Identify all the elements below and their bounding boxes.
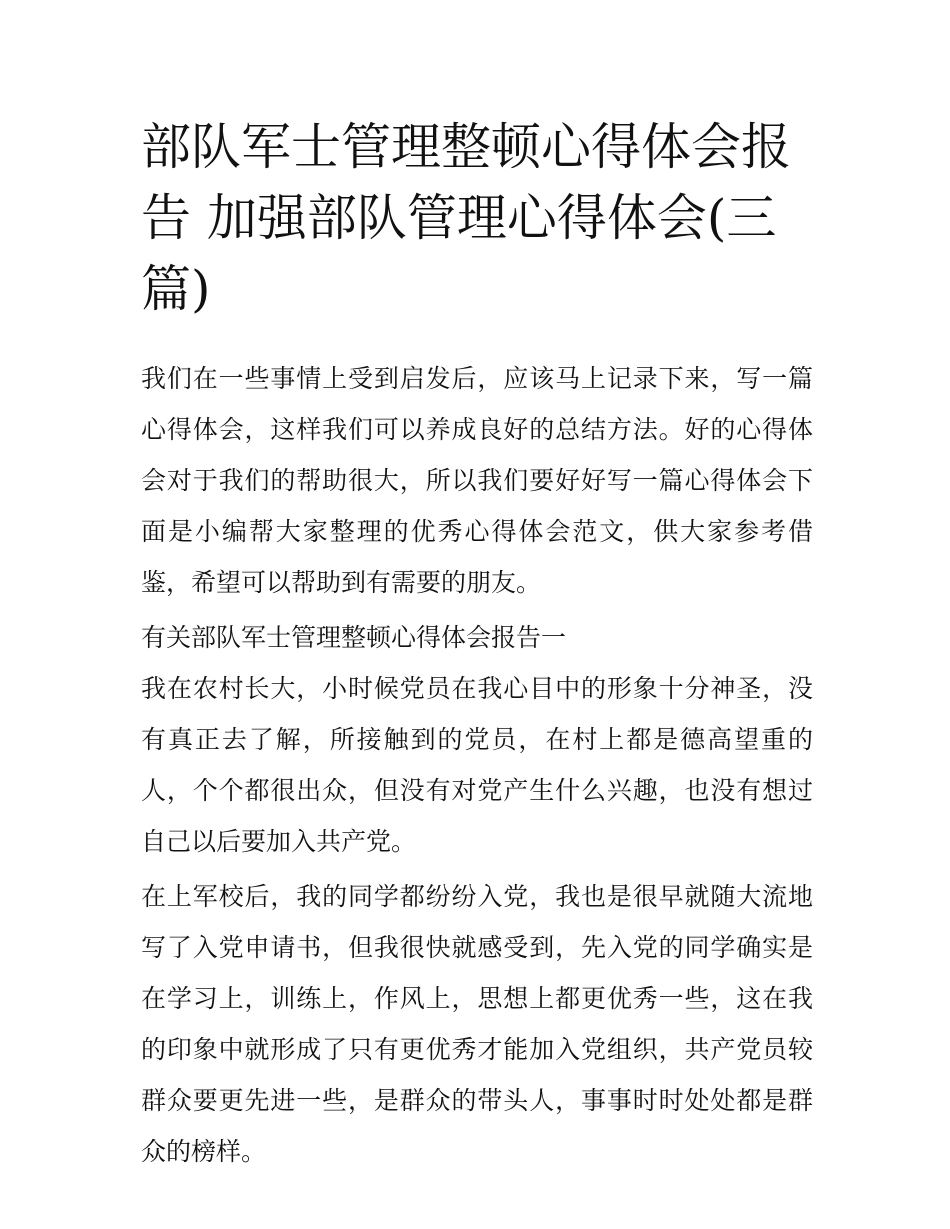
document-title: 部队军士管理整顿心得体会报告 加强部队管理心得体会(三篇) <box>141 118 791 318</box>
body-paragraph: 在上军校后，我的同学都纷纷入党，我也是很早就随大流地写了入党申请书，但我很快就感受到，先入党的同学确实是在学习上，训练上，作风上，思想上都更优秀一些，这在我的印象中就形成了只有更优秀才能加入党组织，共产党员较群众要更先进一些，是群众的带头人，事事时时处处都是群众的榜样。 <box>141 882 813 1166</box>
document-body <box>141 112 813 1177</box>
body-paragraph: 我在农村长大，小时候党员在我心目中的形象十分神圣，没有真正去了解，所接触到的党员，在村上都是德高望重的人，个个都很出众，但没有对党产生什么兴趣，也没有想过自己以后要加入共产党。 <box>141 674 813 856</box>
section-heading: 有关部队军士管理整顿心得体会报告一 <box>141 623 567 652</box>
intro-paragraph: 我们在一些事情上受到启发后，应该马上记录下来，写一篇心得体会，这样我们可以养成良好的总结方法。好的心得体会对于我们的帮助很大，所以我们要好好写一篇心得体会下面是小编帮大家整理的优秀心得体会范文，供大家参考借鉴，希望可以帮助到有需要的朋友。 <box>141 364 813 597</box>
